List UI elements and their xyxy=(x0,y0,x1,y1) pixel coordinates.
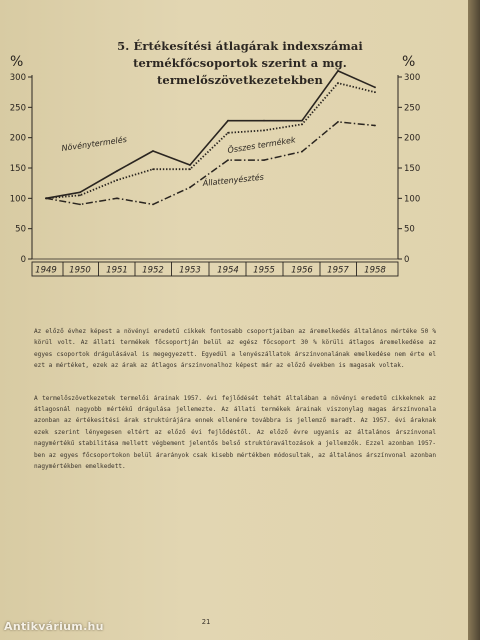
series-label-1: Növénytermelés xyxy=(61,134,128,153)
series-point-2 xyxy=(116,179,118,181)
watermark-logo: Antikvárium.hu xyxy=(4,620,104,633)
series-point-2 xyxy=(263,129,265,131)
y-tick-label-left: 150 xyxy=(9,164,26,174)
series-point-1 xyxy=(263,120,265,122)
series-point-1 xyxy=(189,164,191,166)
series-point-3 xyxy=(79,204,81,206)
figure-title-line1: 5. Értékesítési átlagárak indexszámai xyxy=(117,39,363,53)
series-point-1 xyxy=(301,120,303,122)
y-tick-label-right: 0 xyxy=(404,255,410,265)
series-point-1 xyxy=(79,191,81,193)
series-point-3 xyxy=(337,121,339,123)
paragraph-1: Az előző évhez képest a növényi eredetű cikkek fontosabb csoportjaiban az áremelkedés általános mértéke 50 % körül volt. Az állati termékek főcsoportján belül az egész főcsoport 30 % körüli átlagos áremelkedése az egyes csoportok drágulásával is megegyezett. Egyedül a lenyészállatok árszínvonalának emelkedése nem érte el ezt a mértéket, ezek az árak az átlagos árszínvonalhoz képest már az előző években is magasak voltak. xyxy=(34,328,436,370)
series-point-3 xyxy=(116,197,118,199)
y-tick-label-left: 50 xyxy=(15,224,26,235)
figure-title-line2: termékfőcsoportok szerint a mg. termelőszövetkezetekben xyxy=(133,56,347,87)
series-label-2: Összes termékek xyxy=(226,135,297,155)
series-point-3 xyxy=(301,151,303,153)
x-tick-label: 1950 xyxy=(69,265,91,276)
y-tick-label-left: 200 xyxy=(9,133,26,144)
x-tick-label: 1955 xyxy=(253,265,275,276)
y-tick-label-right: 200 xyxy=(404,133,421,144)
index-line-chart xyxy=(0,0,468,300)
y-tick-label-right: 300 xyxy=(404,73,421,83)
series-point-3 xyxy=(227,159,229,161)
series-point-3 xyxy=(152,204,154,206)
series-point-1 xyxy=(116,170,118,172)
x-tick-label: 1953 xyxy=(179,265,201,276)
x-tick-label: 1956 xyxy=(291,265,313,276)
series-point-1 xyxy=(227,120,229,122)
x-tick-label: 1957 xyxy=(327,265,349,276)
series-label-3: Állattenyésztés xyxy=(202,172,265,188)
y-unit-left: % xyxy=(10,54,24,70)
x-tick-label: 1952 xyxy=(142,265,164,276)
book-spine xyxy=(468,0,480,640)
series-point-2 xyxy=(337,82,339,84)
y-unit-right: % xyxy=(402,54,416,70)
series-point-2 xyxy=(301,123,303,125)
y-tick-label-left: 0 xyxy=(20,255,26,265)
series-point-1 xyxy=(374,86,376,88)
page-number: 21 xyxy=(201,618,211,626)
y-tick-label-right: 250 xyxy=(404,103,421,114)
series-point-3 xyxy=(45,197,47,199)
series-point-3 xyxy=(374,125,376,127)
y-tick-label-left: 300 xyxy=(9,73,26,83)
series-point-3 xyxy=(189,187,191,189)
x-tick-label: 1958 xyxy=(364,265,386,276)
y-tick-label-left: 100 xyxy=(9,194,26,205)
series-point-3 xyxy=(263,159,265,161)
x-tick-label: 1949 xyxy=(35,265,57,276)
series-point-2 xyxy=(152,168,154,170)
y-tick-label-left: 250 xyxy=(9,103,26,114)
x-tick-label: 1951 xyxy=(106,265,128,276)
y-tick-label-right: 50 xyxy=(404,224,415,235)
body-text xyxy=(34,326,436,493)
series-point-2 xyxy=(189,168,191,170)
series-point-2 xyxy=(79,194,81,196)
series-point-2 xyxy=(227,132,229,134)
series-point-1 xyxy=(337,70,339,72)
series-point-2 xyxy=(374,91,376,93)
paragraph-2: A termelőszövetkezetek termelői árainak 1957. évi fejlődését tehát általában a növényi eredetű cikkeknek az átlagosnál nagyobb mértékű drágulása jellemezte. Az állati termékek árainak viszonylag magas árszínvonala azonban az értékesítési árak struktúrájára ennek ellenére továbbra is jellemző maradt. Az 1957. évi áraknak ezek szerint lényegesen eltért az előző évi fejlődéstől. Az előző évre ugyanis az általános árszínvonal nagymértékű stabilitása mellett végbement jelentős belső struktúraváltozások a jellemzők. Ezzel azonban 1957-ben az egyes főcsoportokon belül árarányok csak kisebb mértékben módosultak, az általános árszínvonal azonban nagymértékben emelkedett. xyxy=(34,394,436,471)
y-tick-label-right: 100 xyxy=(404,194,421,205)
series-point-1 xyxy=(152,150,154,152)
y-tick-label-right: 150 xyxy=(404,164,421,174)
series-line-3 xyxy=(46,122,375,204)
x-tick-label: 1954 xyxy=(217,265,239,276)
